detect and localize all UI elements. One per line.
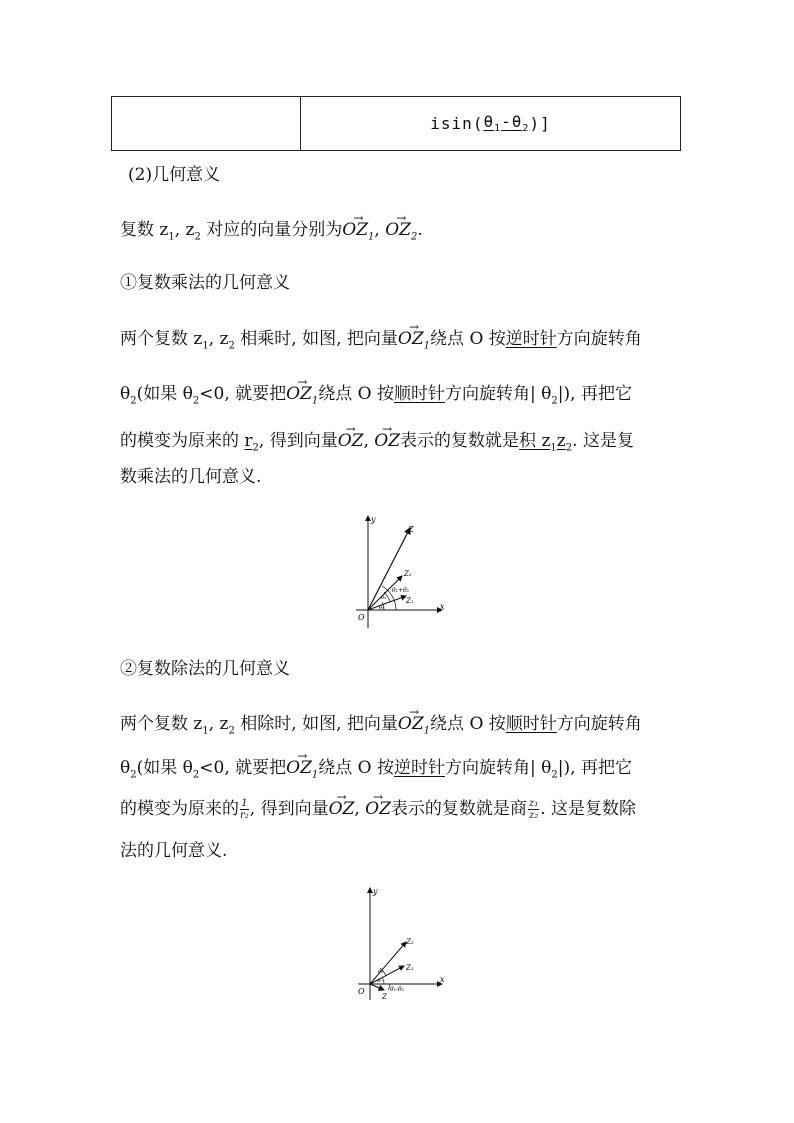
intro-sub2: 2 (194, 231, 201, 243)
vector-oz2 (385, 219, 417, 248)
answer-blank-r2 (244, 431, 259, 454)
theta2-label: θ₂ (381, 595, 387, 601)
sub: 1 (550, 442, 557, 454)
multiplication-line-4: 数乘法的几何意义. (120, 467, 262, 487)
intro-paragraph (120, 219, 423, 248)
text: 绕点 O 按 (430, 329, 506, 349)
sub: 2 (192, 395, 200, 407)
sub: 2 (130, 395, 137, 407)
text: <0, 就要把 (199, 384, 287, 404)
text: 表示的复数就是 (400, 431, 520, 451)
sub: 2 (130, 769, 137, 781)
text: 积 z (519, 431, 551, 451)
z-label: Z (382, 993, 387, 1001)
text: θ (120, 384, 131, 404)
text: . 这是复数除 (540, 799, 637, 819)
vector-sub: 1 (368, 231, 375, 243)
sub: 2 (228, 725, 235, 737)
vector-oz1 (286, 757, 318, 786)
text: 方向旋转角 (556, 714, 642, 734)
angle-diff-label: θ₁-θ₂ (390, 986, 405, 993)
text: , 得到向量 (258, 431, 338, 451)
vector-oz1 (398, 328, 430, 357)
vector-oz: → OZ (338, 430, 364, 452)
vector-sub: 1 (423, 340, 431, 352)
formula-theta-diff (483, 112, 529, 134)
division-line-4: 法的几何意义. (120, 841, 228, 861)
sub: 2 (228, 340, 235, 352)
answer-blank-quotient: 商 (509, 799, 527, 819)
vector-sub: 1 (311, 769, 319, 781)
text: 相除时, 如图, 把向量 (234, 714, 398, 734)
answer-blank-clockwise: 顺时针 (394, 384, 446, 404)
text: 方向旋转角| θ (445, 384, 552, 404)
text: z (556, 431, 566, 451)
formula-table (111, 96, 681, 151)
text: 绕点 O 按 (318, 384, 395, 404)
denominator: z₂ (528, 810, 539, 821)
text: , (363, 431, 375, 451)
fraction-z1-over-z2 (528, 798, 539, 821)
intro-text-b: , z (174, 220, 195, 240)
text: . 这是复 (572, 431, 634, 451)
intro-text-a: 复数 z (120, 220, 169, 240)
text: , (354, 799, 366, 819)
multiplication-diagram (340, 512, 450, 636)
x-label: x (440, 975, 445, 984)
text: |), 再把它 (557, 384, 632, 404)
text: r (244, 431, 253, 451)
table-cell-formula (301, 97, 680, 150)
division-line-1 (120, 713, 642, 742)
fraction-one-over-r2 (240, 798, 249, 821)
section-heading: (2)几何意义 (128, 165, 221, 185)
text: (如果 θ (136, 758, 193, 778)
minus-sign: - (501, 112, 512, 132)
origin-label: O (358, 613, 365, 622)
vector-oz: → OZ (329, 798, 355, 820)
answer-blank-product (519, 431, 573, 454)
angle-sum-label: θ₁+θ₂ (392, 587, 410, 594)
theta2: θ (511, 112, 523, 132)
division-diagram (340, 884, 450, 1008)
text: 方向旋转角 (556, 329, 642, 349)
vector-oz1 (286, 383, 318, 412)
text: 相乘时, 如图, 把向量 (234, 329, 398, 349)
sub: 2 (192, 769, 200, 781)
text: 表示的复数就是 (390, 799, 510, 819)
denominator: r₂ (240, 810, 249, 821)
z1-label: Z₁ (406, 964, 414, 972)
text: |), 再把它 (557, 758, 632, 778)
sub: 2 (551, 769, 558, 781)
answer-blank-counterclockwise: 逆时针 (394, 758, 446, 778)
division-line-3 (120, 798, 636, 821)
vector-oz1 (370, 966, 404, 984)
formula-prefix: isin( (430, 114, 484, 133)
vector-text: OZ (286, 384, 312, 404)
vector-oz: → OZ (374, 430, 400, 452)
multiplication-heading: ①复数乘法的几何意义 (120, 273, 290, 293)
vector-text: OZ (385, 220, 411, 240)
vector-oz (370, 984, 384, 990)
numerator: 1 (241, 798, 248, 809)
vector-oz1 (342, 219, 374, 248)
y-label: y (373, 887, 378, 896)
division-heading: ②复数除法的几何意义 (120, 659, 290, 679)
text: 方向旋转角| θ (445, 758, 552, 778)
multiplication-line-2 (120, 383, 632, 412)
numerator: z₁ (528, 798, 539, 809)
intro-end: . (417, 220, 423, 240)
vector-sub: 1 (423, 725, 431, 737)
text: 绕点 O 按 (430, 714, 506, 734)
vector-text: OZ (286, 758, 312, 778)
text: <0, 就要把 (199, 758, 287, 778)
sub: 1 (202, 340, 209, 352)
vector-sub: 2 (410, 231, 418, 243)
vector-oz1 (398, 713, 430, 742)
vector-oz: → OZ (365, 798, 391, 820)
text: 两个复数 z (120, 714, 203, 734)
text: (如果 θ (136, 384, 193, 404)
z2-label: Z₂ (406, 938, 414, 946)
z-label: Z (408, 525, 414, 534)
y-label: y (371, 515, 376, 524)
x-label: x (440, 602, 445, 611)
vector-text: OZ (397, 329, 424, 349)
angle-arc-theta1 (382, 977, 384, 984)
answer-blank-clockwise: 顺时针 (505, 714, 557, 734)
vector-sub: 1 (311, 395, 319, 407)
multiplication-line-1 (120, 328, 642, 357)
theta1-label: θ₁ (377, 978, 383, 984)
text: 绕点 O 按 (318, 758, 395, 778)
text: , 得到向量 (249, 799, 329, 819)
division-line-2 (120, 757, 632, 786)
sub: 1 (202, 725, 209, 737)
text: , z (208, 714, 229, 734)
theta1: θ (483, 112, 495, 132)
sub: 2 (252, 442, 259, 454)
theta1-sub: 1 (494, 123, 502, 135)
intro-text-c: 对应的向量分别为 (200, 220, 343, 240)
vector-oz2 (370, 942, 406, 984)
vector-text: OZ (397, 714, 424, 734)
text: 两个复数 z (120, 329, 203, 349)
z1-label: Z₁ (406, 597, 414, 605)
text: , z (208, 329, 229, 349)
multiplication-line-3 (120, 430, 634, 459)
theta2-sub: 2 (522, 123, 530, 135)
vector-text: OZ (342, 220, 369, 240)
text: 的模变为原来的 (120, 799, 239, 819)
intro-sep: , (374, 220, 386, 240)
origin-label: O (358, 987, 365, 996)
text: θ (120, 758, 131, 778)
z2-label: Z₂ (404, 570, 412, 578)
theta2-label: θ₂ (378, 969, 384, 975)
text: 的模变为原来的 (120, 431, 245, 451)
intro-sub1: 1 (168, 231, 175, 243)
sub: 2 (565, 442, 573, 454)
theta1-label: θ₁ (379, 605, 385, 611)
answer-blank-counterclockwise: 逆时针 (505, 329, 557, 349)
formula-suffix: )] (529, 114, 551, 133)
sub: 2 (551, 395, 558, 407)
vector-oz (368, 528, 410, 610)
